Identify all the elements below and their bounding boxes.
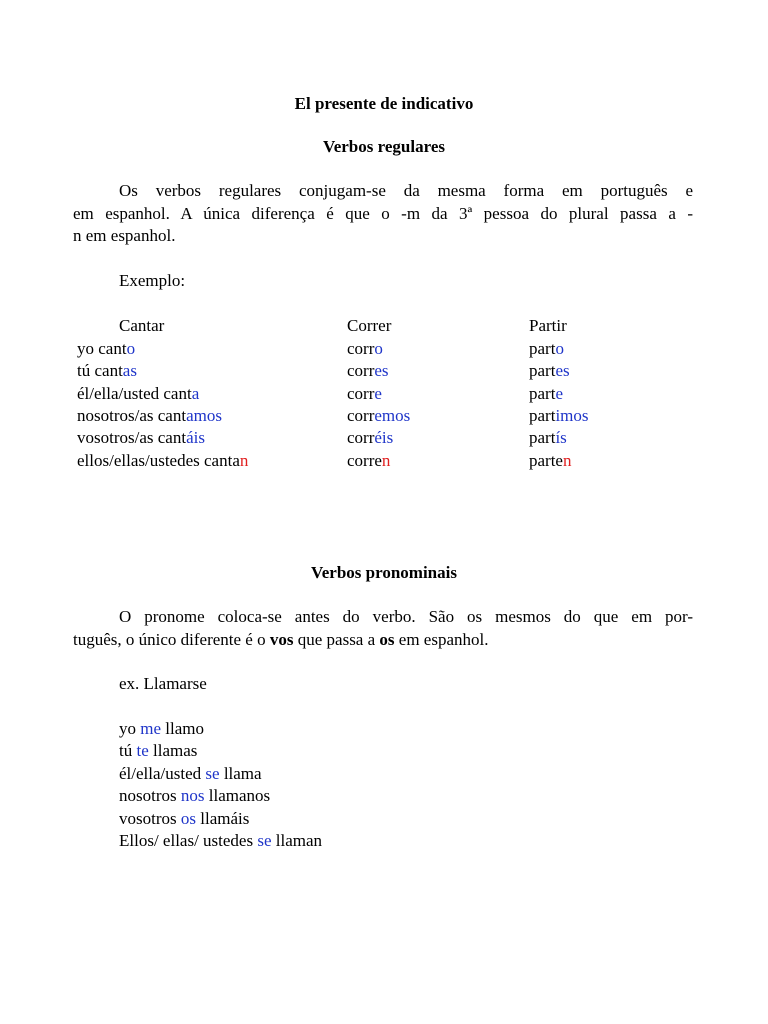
verb-ending: o [555,339,564,358]
conjugation-cell [347,360,389,382]
conjugation-cell [529,338,564,360]
intro-line-3: n em espanhol. [73,226,176,245]
reflexive-pronoun: se [205,763,220,783]
llamarse-row [119,830,322,852]
verb-ending: es [374,361,389,381]
verb-ending: e [555,383,563,403]
conjugation-cell [77,360,137,382]
verb-ending: éis [374,428,394,448]
verb-ending: áis [186,428,205,448]
reflexive-pronoun: te [136,741,149,761]
subject-text: tú [119,741,137,761]
conjugation-cell [529,383,563,405]
conjugation-cell [347,450,390,472]
intro-paragraph [73,180,693,248]
os-word: os [379,629,395,649]
verb-ending: es [555,361,570,381]
verb-stem: corr [347,339,375,358]
verb-stem: corr [347,383,375,403]
intro-line-2: em espanhol. A única diferença é que o -m da 3ª pessoa do plural passa a - [73,203,693,223]
llamarse-row [119,740,197,762]
verb-ending: amos [186,405,222,425]
verb-ending: as [122,361,137,381]
verb-ending: a [191,383,200,403]
verb-stem: vosotros/as cant [77,428,187,448]
verb-stem: part [529,428,556,448]
column-header-partir: Partir [529,316,567,335]
reflexive-pronoun: me [140,719,162,738]
conjugation-cell [77,405,222,427]
subject-text: vosotros [119,808,181,828]
subject-text: él/ella/usted [119,763,206,783]
section-heading-pronominais: Verbos pronominais [311,563,457,582]
page-title: El presente de indicativo [294,94,474,113]
conjugation-cell [529,427,567,449]
verb-form: llaman [271,831,323,850]
intro-line-1: Os verbos regulares conjugam-se da mesma forma em português e [119,181,693,200]
verb-stem: part [529,405,556,425]
verb-ending: n [381,450,391,470]
reflexive-pronoun: se [257,831,272,850]
verb-stem: tú cant [77,361,123,381]
conjugation-cell [529,450,571,472]
conjugation-cell [347,427,393,449]
verb-stem: corr [347,428,375,448]
pronominal-line-1: O pronome coloca-se antes do verbo. São os mesmos do que em por- [119,607,693,626]
conjugation-cell [77,450,248,472]
subject-text: yo [119,719,141,738]
subject-text: Ellos/ ellas/ ustedes [119,831,258,850]
example-label: Exemplo: [119,271,186,290]
verb-ending: o [126,339,136,358]
verb-stem: part [529,383,556,403]
llamarse-label: ex. Llamarse [119,674,207,693]
llamarse-row [119,785,270,807]
verb-ending: e [374,383,382,403]
pronominal-paragraph [73,606,693,651]
conjugation-cell [77,427,205,449]
verb-stem: nosotros/as cant [77,405,187,425]
verb-form: llamanos [204,786,271,806]
verb-form: llamo [161,719,204,738]
verb-ending: emos [374,405,411,425]
conjugation-cell [77,383,199,405]
reflexive-pronoun: nos [180,786,205,806]
conjugation-cell [529,405,589,427]
verb-stem: part [529,339,556,358]
verb-form: llamáis [196,808,250,828]
verb-ending: n [562,450,572,470]
verb-stem: corr [347,405,375,425]
verb-stem: parte [529,450,563,470]
vos-word: vos [269,629,294,649]
conjugation-cell [347,338,383,360]
verb-form: llama [219,763,262,783]
conjugation-cell [529,360,570,382]
verb-form: llamas [148,741,198,761]
verb-ending: o [374,339,383,358]
subject-text: nosotros [119,786,181,806]
conjugation-cell [347,383,382,405]
section-heading-regulares: Verbos regulares [323,137,445,156]
column-header-correr: Correr [347,316,392,335]
conjugation-cell [347,405,410,427]
verb-stem: yo cant [77,339,127,358]
pronominal-line-2: tuguês, o único diferente é o vos que passa a os em espanhol. [73,629,489,649]
verb-ending: imos [555,405,589,425]
conjugation-cell [77,338,135,360]
llamarse-row [119,808,249,830]
llamarse-row [119,763,262,785]
verb-stem: él/ella/usted cant [77,383,192,403]
column-header-cantar: Cantar [119,316,165,335]
reflexive-pronoun: os [180,808,196,828]
llamarse-row [119,718,204,740]
verb-stem: corr [347,361,375,381]
verb-ending: ís [555,428,567,448]
verb-stem: part [529,361,556,381]
verb-ending: n [239,450,249,470]
verb-stem: ellos/ellas/ustedes canta [77,450,240,470]
verb-stem: corre [347,450,382,470]
